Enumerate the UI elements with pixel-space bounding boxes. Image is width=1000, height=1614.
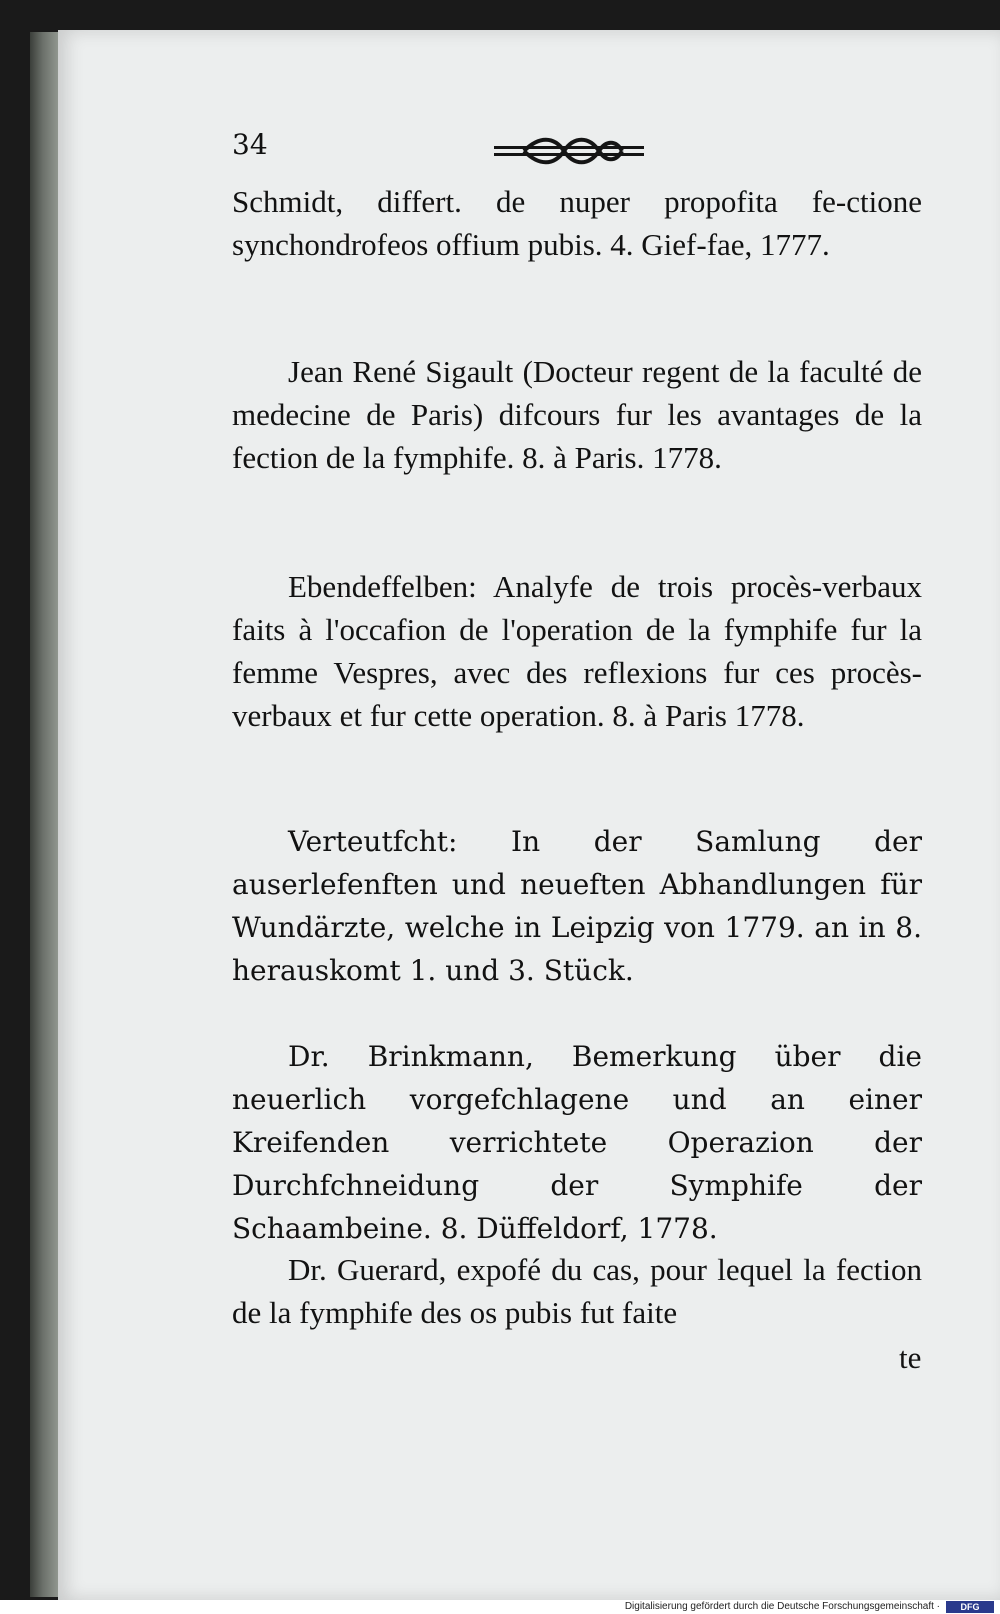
knot-ornament-icon [494,134,644,168]
page-number: 34 [232,128,268,161]
entry-ebendesselben [232,565,922,737]
entry-text: Dr. Guerard, expofé du cas, pour lequel la fection de la fymphife des os pubis fut faite [232,1252,922,1330]
entry-guerard [232,1248,922,1334]
entry-text: Jean René Sigault (Docteur regent de la faculté de medecine de Paris) difcours fur les avantages de la fection de la fymphife. 8. à Paris. 1778. [232,354,922,475]
entry-text: Ebendeffelben: Analyfe de trois procès-verbaux faits à l'occafion de l'operation de la fymphife fur la femme Vespres, avec des reflexions fur ces procès-verbaux et fur cette operation. 8. à Paris 1778. [232,569,922,733]
footer-bar [0,1600,1000,1614]
entry-brinkmann [232,1035,922,1250]
entry-sigault [232,350,922,479]
catchword: te [899,1340,922,1375]
entry-schmidt [232,180,922,266]
entry-text: Verteutfcht: In der Samlung der auserlefenften und neueften Abhandlungen für Wundärzte, welche in Leipzig von 1779. an in 8. herauskomt 1. und 3. Stück. [232,825,922,987]
entry-text: Dr. Brinkmann, Bemerkung über die neuerlich vorgefchlagene und an einer Kreifenden verrichtete Operazion der Durchfchneidung der Symphife der Schaambeine. 8. Düffeldorf, 1778. [232,1040,922,1245]
dfg-logo: DFG [946,1601,994,1613]
page-header [232,128,652,168]
entry-text: Schmidt, differt. de nuper propofita fe-ctione synchondrofeos offium pubis. 4. Gief-fae, 1777. [232,184,922,262]
entry-verteutscht [232,820,922,992]
footer-credit: Digitalisierung gefördert durch die Deutsche Forschungsgemeinschaft · [624,1601,940,1612]
